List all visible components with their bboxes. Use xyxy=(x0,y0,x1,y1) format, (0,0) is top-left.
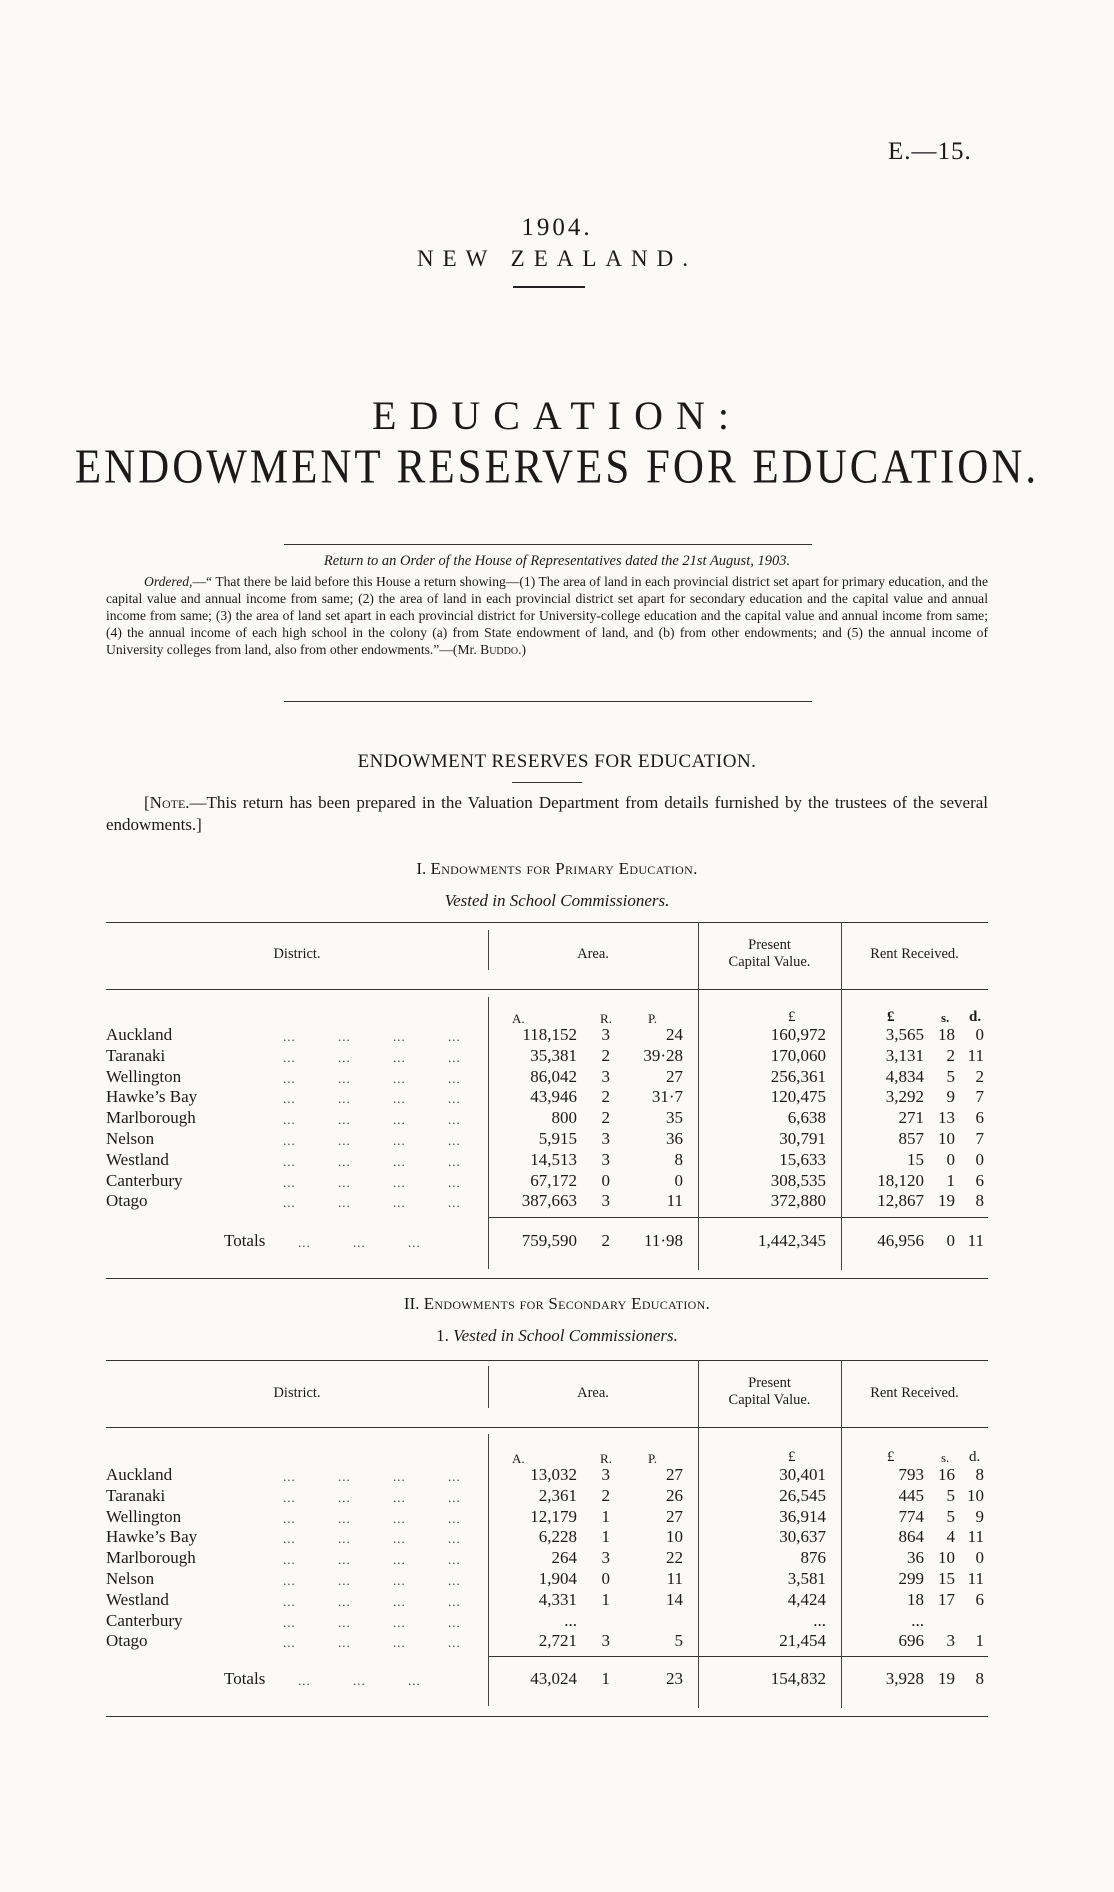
cell-rent-pounds: 696 xyxy=(898,1631,924,1651)
cell-capital-value: 21,454 xyxy=(779,1631,826,1651)
cell-district: Wellington xyxy=(106,1066,182,1086)
cell-capital-value: 308,535 xyxy=(770,1170,826,1190)
table2-header-rule xyxy=(106,1427,988,1428)
cell-capital-value: 30,791 xyxy=(779,1129,826,1148)
totals-cell-rent-pounds: 3,928 xyxy=(885,1669,924,1688)
leader-dots: ... ... ... ... xyxy=(283,1029,461,1044)
cell-capital-value: 160,972 xyxy=(770,1025,826,1044)
cell-acres: 387,663 xyxy=(521,1191,577,1211)
cell-rent-pence: 11 xyxy=(967,1569,984,1588)
cell-rent-pounds: 299 xyxy=(898,1569,924,1588)
table2-col-divider xyxy=(698,1360,699,1708)
cell-rent-pence: 9 xyxy=(975,1506,984,1526)
cell-rent-pence: 11 xyxy=(967,1527,984,1547)
table1-header-district: District. xyxy=(273,946,321,962)
cell-district: Taranaki xyxy=(106,1485,166,1505)
cell-perches: 8 xyxy=(674,1149,683,1169)
return-line: Return to an Order of the House of Representatives dated the 21st August, 1903. xyxy=(323,553,791,569)
cell-acres: 118,152 xyxy=(522,1025,577,1044)
cell-district: Marlborough xyxy=(106,1108,196,1128)
order-top-rule xyxy=(284,544,812,545)
table1-top-rule xyxy=(106,922,988,923)
totals-cell-acres: 43,024 xyxy=(530,1669,577,1688)
cell-roods: 1 xyxy=(601,1506,610,1526)
cell-rent-pounds: 15 xyxy=(907,1149,924,1169)
table1-header-rule xyxy=(106,989,988,990)
cell-roods: 3 xyxy=(601,1066,610,1086)
cell-rent-shillings: 5 xyxy=(946,1485,955,1505)
cell-perches: 24 xyxy=(666,1025,683,1044)
totals-cell-rent-shillings: 19 xyxy=(938,1669,955,1688)
cell-rent-pence: 7 xyxy=(975,1087,984,1107)
cell-district: Auckland xyxy=(106,1025,173,1044)
cell-perches: 27 xyxy=(666,1066,683,1086)
table2-unit-acres: A. xyxy=(512,1451,525,1466)
table1-header-rent: Rent Received. xyxy=(870,946,959,962)
cell-capital-value: 372,880 xyxy=(770,1191,826,1211)
table1-unit-perches: P. xyxy=(648,1011,658,1026)
cell-rent-pence: 0 xyxy=(975,1025,984,1044)
table2-bottom-rule xyxy=(106,1716,988,1717)
cell-acres: 12,179 xyxy=(530,1506,577,1526)
leader-dots: ... ... ... ... xyxy=(283,1195,461,1211)
cell-rent-pence: 7 xyxy=(975,1129,984,1148)
cell-capital-value: 170,060 xyxy=(770,1045,826,1065)
cell-perches: 36 xyxy=(666,1129,683,1148)
leader-dots: ... ... ... ... xyxy=(283,1469,461,1484)
cell-capital-value: 6,638 xyxy=(787,1108,826,1128)
cell-capital-value: 4,424 xyxy=(787,1589,826,1609)
order-paragraph xyxy=(106,573,988,658)
cell-rent-shillings: 17 xyxy=(938,1589,955,1609)
totals-cell-rent-pence: 8 xyxy=(975,1669,984,1688)
table2-unit-capital: £ xyxy=(788,1449,796,1465)
cell-acres: 2,721 xyxy=(538,1631,577,1651)
cell-roods: 2 xyxy=(601,1045,610,1065)
table2-header-area: Area. xyxy=(577,1385,609,1401)
cell-acres: 6,228 xyxy=(538,1527,577,1547)
table2-top-rule xyxy=(106,1360,988,1361)
cell-district: Otago xyxy=(106,1191,148,1211)
leader-dots: ... ... ... xyxy=(298,1673,421,1688)
title-line-1: EDUCATION: xyxy=(372,393,742,438)
order-text: —“ That there be laid before this House a return showing—(1) The area of land in each provincial district set apart for primary education, and the capital value and annual income from same; (2) the area of land in each provincial district set apart for secondary education and the capital value and annual income from same; (3) the area of land set apart in each provincial district for University-college education and the capital value and annual income from same; (4) the annual income of each high school in the colony (a) from State endowment of land, and (b) from other endowments; and (5) the annual income of University colleges from land, also from other endowments.”—(Mr. xyxy=(106,574,988,657)
cell-rent-shillings: 10 xyxy=(938,1548,955,1568)
cell-capital-value: 3,581 xyxy=(787,1569,826,1588)
cell-rent-pounds: 774 xyxy=(898,1506,924,1526)
cell-rent-shillings: 2 xyxy=(946,1045,955,1065)
cell-perches: 31·7 xyxy=(651,1087,683,1107)
title-line-2: ENDOWMENT RESERVES FOR EDUCATION. xyxy=(74,441,1040,494)
totals-cell-capital-value: 1,442,345 xyxy=(758,1231,826,1250)
cell-district: Hawke’s Bay xyxy=(106,1527,198,1547)
table1-vested: Vested in School Commissioners. xyxy=(444,891,670,910)
cell-acres: 14,513 xyxy=(530,1149,577,1169)
table2-total-rule xyxy=(488,1656,988,1657)
country-name: NEW ZEALAND. xyxy=(416,246,698,271)
cell-district: Hawke’s Bay xyxy=(106,1087,198,1107)
table1-unit-roods: R. xyxy=(600,1011,612,1026)
cell-acres: 5,915 xyxy=(538,1129,577,1148)
cell-rent-pounds: 793 xyxy=(898,1465,924,1484)
cell-acres: 4,331 xyxy=(538,1589,577,1609)
cell-rent-pence: 11 xyxy=(967,1045,984,1065)
table1-header-area: Area. xyxy=(577,946,609,962)
table1-bottom-rule xyxy=(106,1278,988,1279)
leader-dots: ... ... ... ... xyxy=(283,1510,461,1526)
cell-rent-pounds: 3,292 xyxy=(885,1087,924,1107)
table1-unit-pence: d. xyxy=(969,1009,982,1025)
table1-total-rule xyxy=(488,1217,988,1218)
totals-cell-roods: 2 xyxy=(601,1231,610,1250)
cell-rent-pounds: 445 xyxy=(898,1485,924,1505)
cell-district: Nelson xyxy=(106,1569,155,1588)
cell-rent-pounds: 18 xyxy=(907,1589,924,1609)
cell-roods: 3 xyxy=(601,1548,610,1568)
cell-roods: 3 xyxy=(601,1025,610,1044)
table1-heading: I. Endowments for Primary Education. xyxy=(416,859,698,878)
cell-perches: 10 xyxy=(666,1527,683,1547)
section-title: ENDOWMENT RESERVES FOR EDUCATION. xyxy=(357,751,757,772)
cell-acres: 67,172 xyxy=(530,1170,577,1190)
order-suffix: .) xyxy=(518,642,527,657)
note-paragraph: [Note.—This return has been prepared in the Valuation Department from details furnished by the trustees of the several endowments.] xyxy=(106,793,988,834)
cell-rent-shillings: 10 xyxy=(938,1129,955,1148)
leader-dots: ... ... ... ... xyxy=(283,1091,461,1107)
table1-unit-pounds: £ xyxy=(887,1009,895,1025)
table1-unit-acres: A. xyxy=(512,1011,525,1026)
cell-roods: 1 xyxy=(601,1589,610,1609)
cell-capital-value: 15,633 xyxy=(779,1149,826,1169)
cell-acres: ... xyxy=(564,1610,577,1630)
cell-roods: 2 xyxy=(601,1087,610,1107)
cell-capital-value: ... xyxy=(813,1610,826,1630)
table2-heading: II. Endowments for Secondary Education. xyxy=(403,1294,711,1313)
cell-roods: 3 xyxy=(601,1631,610,1651)
cell-district: Westland xyxy=(106,1149,169,1169)
cell-district: Canterbury xyxy=(106,1170,183,1190)
leader-dots: ... ... ... ... xyxy=(283,1552,461,1568)
cell-perches: 26 xyxy=(666,1485,683,1505)
totals-cell-rent-pence: 11 xyxy=(967,1231,984,1250)
leader-dots: ... ... ... ... xyxy=(283,1174,461,1190)
table2-unit-perches: P. xyxy=(648,1451,658,1466)
cell-capital-value: 876 xyxy=(800,1548,826,1568)
leader-dots: ... ... ... ... xyxy=(283,1593,461,1609)
cell-rent-pounds: 3,565 xyxy=(885,1025,924,1044)
cell-rent-shillings: 16 xyxy=(938,1465,955,1484)
cell-rent-shillings: 9 xyxy=(946,1087,955,1107)
cell-roods: 3 xyxy=(601,1465,610,1484)
table1-heading-text: Endowments for Primary Education. xyxy=(430,859,698,878)
totals-cell-rent-pounds: 46,956 xyxy=(877,1231,924,1250)
order-author: Buddo xyxy=(480,642,519,657)
cell-perches: 11 xyxy=(666,1569,683,1588)
cell-acres: 13,032 xyxy=(530,1465,577,1484)
cell-rent-pence: 0 xyxy=(975,1149,984,1169)
leader-dots: ... ... ... ... xyxy=(283,1531,461,1547)
cell-roods: 2 xyxy=(601,1108,610,1128)
totals-cell-roods: 1 xyxy=(601,1669,610,1688)
leader-dots: ... ... ... ... xyxy=(283,1133,461,1148)
cell-rent-shillings: 3 xyxy=(946,1631,955,1651)
table2-heading-text: Endowments for Secondary Education. xyxy=(423,1294,711,1313)
cell-district: Nelson xyxy=(106,1129,155,1148)
totals-cell-rent-shillings: 0 xyxy=(946,1231,955,1250)
leader-dots: ... ... ... ... xyxy=(283,1049,461,1065)
table1-unit-capital: £ xyxy=(788,1009,796,1025)
cell-rent-pence: 8 xyxy=(975,1191,984,1211)
table2-unit-shillings: s. xyxy=(941,1450,950,1465)
cell-district: Taranaki xyxy=(106,1045,166,1065)
cell-acres: 264 xyxy=(551,1548,577,1568)
cell-perches: 0 xyxy=(674,1170,683,1190)
cell-rent-shillings: 5 xyxy=(946,1506,955,1526)
leader-dots: ... ... ... ... xyxy=(283,1573,461,1588)
table2-unit-roods: R. xyxy=(600,1451,612,1466)
cell-rent-pence: 0 xyxy=(975,1548,984,1568)
cell-perches: 35 xyxy=(666,1108,683,1128)
cell-capital-value: 30,637 xyxy=(779,1527,826,1547)
order-bottom-rule xyxy=(284,701,812,702)
totals-cell-acres: 759,590 xyxy=(521,1231,577,1250)
table2-header-rent: Rent Received. xyxy=(870,1385,959,1401)
cell-rent-shillings: 4 xyxy=(946,1527,955,1547)
cell-capital-value: 256,361 xyxy=(770,1066,826,1086)
cell-acres: 43,946 xyxy=(530,1087,577,1107)
cell-capital-value: 36,914 xyxy=(779,1506,826,1526)
cell-perches: 39·28 xyxy=(643,1045,683,1065)
cell-perches: 22 xyxy=(666,1548,683,1568)
cell-capital-value: 26,545 xyxy=(779,1485,826,1505)
leader-dots: ... ... ... ... xyxy=(283,1489,461,1505)
cell-rent-pounds: ... xyxy=(911,1610,924,1630)
cell-rent-pounds: 4,834 xyxy=(885,1066,924,1086)
cell-district: Marlborough xyxy=(106,1548,196,1568)
cell-rent-pence: 8 xyxy=(975,1465,984,1484)
header-divider xyxy=(513,286,585,288)
cell-rent-pounds: 271 xyxy=(898,1108,924,1128)
cell-district: Auckland xyxy=(106,1465,173,1484)
cell-roods: 0 xyxy=(601,1170,610,1190)
cell-roods: 3 xyxy=(601,1129,610,1148)
order-prefix: Ordered, xyxy=(144,574,193,589)
table2-header-district: District. xyxy=(273,1385,321,1401)
leader-dots: ... ... ... ... xyxy=(283,1614,461,1630)
table2-header-capital: Present Capital Value. xyxy=(728,1375,811,1408)
cell-roods: 2 xyxy=(601,1485,610,1505)
cell-district: Wellington xyxy=(106,1506,182,1526)
leader-dots: ... ... ... xyxy=(298,1235,421,1250)
cell-rent-shillings: 13 xyxy=(938,1108,955,1128)
cell-perches: 27 xyxy=(666,1506,683,1526)
cell-rent-pounds: 3,131 xyxy=(885,1045,924,1065)
cell-acres: 86,042 xyxy=(530,1066,577,1086)
table1-col-divider xyxy=(698,922,699,1270)
cell-rent-shillings: 1 xyxy=(946,1170,955,1190)
cell-rent-pounds: 36 xyxy=(907,1548,924,1568)
cell-roods: 0 xyxy=(601,1569,610,1588)
cell-rent-shillings: 18 xyxy=(938,1025,955,1044)
cell-acres: 1,904 xyxy=(538,1569,577,1588)
cell-rent-shillings: 0 xyxy=(946,1149,955,1169)
leader-dots: ... ... ... ... xyxy=(283,1153,461,1169)
note-label: Note xyxy=(149,793,186,812)
cell-district: Canterbury xyxy=(106,1610,183,1630)
cell-acres: 800 xyxy=(551,1108,577,1128)
cell-rent-pounds: 857 xyxy=(898,1129,924,1148)
totals-cell-perches: 23 xyxy=(666,1669,683,1688)
leader-dots: ... ... ... ... xyxy=(283,1112,461,1128)
totals-cell-capital-value: 154,832 xyxy=(770,1669,826,1688)
cell-district: Westland xyxy=(106,1589,169,1609)
cell-rent-pounds: 12,867 xyxy=(877,1191,924,1211)
cell-perches: 11 xyxy=(666,1191,683,1211)
table2-unit-pence: d. xyxy=(969,1449,981,1465)
cell-perches: 14 xyxy=(666,1589,683,1609)
leader-dots: ... ... ... ... xyxy=(283,1635,461,1651)
cell-capital-value: 30,401 xyxy=(779,1465,826,1484)
cell-district: Otago xyxy=(106,1631,148,1651)
totals-label: Totals xyxy=(224,1669,266,1688)
cell-roods: 1 xyxy=(601,1527,610,1547)
note-text: .—This return has been prepared in the Valuation Department from details furnished by the trustees of the several endowments.] xyxy=(106,793,988,834)
cell-perches: 5 xyxy=(674,1631,683,1651)
cell-acres: 35,381 xyxy=(530,1045,577,1065)
cell-capital-value: 120,475 xyxy=(770,1087,826,1107)
cell-acres: 2,361 xyxy=(538,1485,577,1505)
cell-rent-shillings: 19 xyxy=(938,1191,955,1211)
cell-rent-pence: 6 xyxy=(975,1589,984,1609)
totals-cell-perches: 11·98 xyxy=(643,1231,683,1250)
cell-perches: 27 xyxy=(666,1465,683,1484)
cell-rent-pence: 6 xyxy=(975,1108,984,1128)
report-year: 1904. xyxy=(521,214,593,241)
totals-label: Totals xyxy=(224,1231,266,1250)
table1-header-capital: Present Capital Value. xyxy=(728,937,811,970)
cell-rent-shillings: 15 xyxy=(938,1569,955,1588)
cell-rent-pence: 1 xyxy=(975,1631,984,1651)
cell-roods: 3 xyxy=(601,1149,610,1169)
cell-rent-pence: 10 xyxy=(967,1485,984,1505)
cell-rent-pence: 2 xyxy=(975,1066,984,1086)
leader-dots: ... ... ... ... xyxy=(283,1070,461,1086)
table2-unit-pounds: £ xyxy=(887,1449,895,1465)
report-reference: E.—15. xyxy=(888,138,972,165)
cell-rent-pounds: 18,120 xyxy=(877,1170,924,1190)
cell-rent-pounds: 864 xyxy=(898,1527,924,1547)
cell-rent-pence: 6 xyxy=(975,1170,984,1190)
table2-vested: 1. Vested in School Commissioners. xyxy=(436,1326,678,1345)
cell-roods: 3 xyxy=(601,1191,610,1211)
section-title-rule xyxy=(512,782,582,783)
cell-rent-shillings: 5 xyxy=(946,1066,955,1086)
table1-unit-shillings: s. xyxy=(941,1010,950,1025)
